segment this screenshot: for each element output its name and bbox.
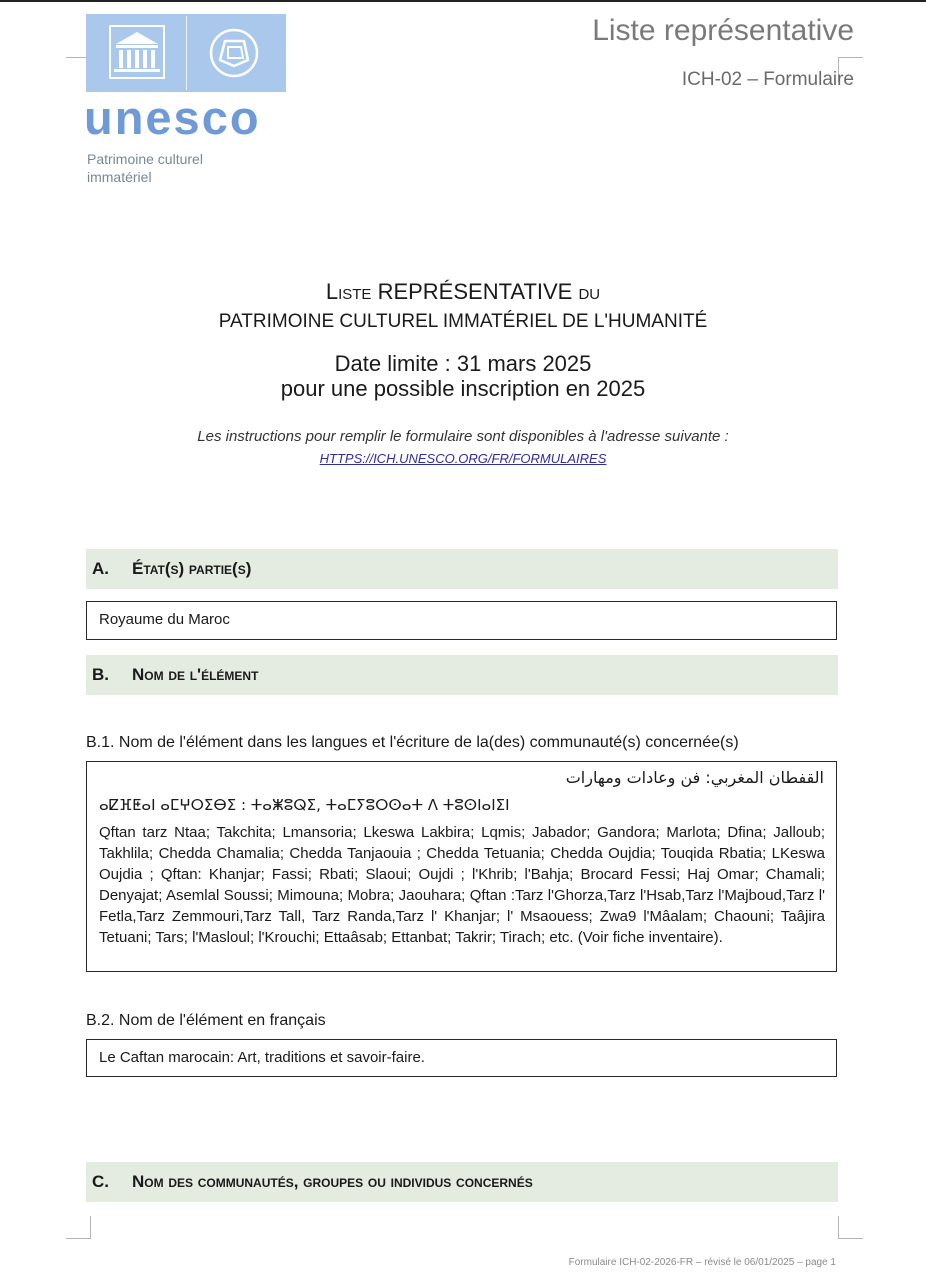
list-title: Liste représentative <box>592 14 854 47</box>
element-name-variants: Qftan tarz Ntaa; Takchita; Lmansoria; Lkeswa Lakbira; Lqmis; Jabador; Gandora; Marlota; Dfina; Jalloub; Takhlila; Chedda Chamalia; Chedda Tanjaouia ; Chedda Tetuania; Chedda Oujdia; Touqida Rbatia; LKeswa Oujdia ; Qftan: Khanjar; Fassi; Rbati; Slaoui; Oujdi ; l'Khrib; l'Bahja; Brocard Fessi; Haj Omar; Chamali; Denyajat; Asemlal Soussi; Mimouna; Mobra; Jaouhara; Qftan :Tarz l'Ghorza,Tarz l'Hsab,Tarz l'Majboud,Tarz l' Fetla,Tarz Zemmouri,Tarz Tall, Tarz Randa,Tarz l' Khanjar; l' Msaouess; Zwa9 l'Mâalam; Chaouni; Taâjira Tetuani; Tars; l'Masloul; l'Krouchi; Ettaâsab; Ettanbat; Takrir; Tirach; etc. (Voir fiche inventaire). <box>99 824 825 946</box>
section-c-title: Nom des communautés, groupes ou individus concernés <box>132 1172 533 1191</box>
logo-divider <box>186 16 187 90</box>
section-b1-label: B.1. Nom de l'élément dans les langues et l'écriture de la(des) communauté(s) concernée(s) <box>86 734 739 751</box>
title-word-liste: Liste <box>325 279 372 304</box>
intangible-heritage-emblem-icon <box>208 27 260 79</box>
element-name-arabic: القفطان المغربي: فن وعادات ومهارات <box>565 768 824 787</box>
section-b-title: Nom de l'élément <box>132 665 259 684</box>
section-c-letter: C. <box>92 1172 109 1191</box>
document-title <box>0 279 926 305</box>
element-name-french-value: Le Caftan marocain: Art, traditions et savoir-faire. <box>99 1049 425 1066</box>
unesco-logo-subtitle <box>87 150 203 186</box>
deadline-line1: Date limite : 31 mars 2025 <box>334 351 592 376</box>
section-a-title: État(s) partie(s) <box>132 559 252 578</box>
deadline-line2: pour une possible inscription en 2025 <box>280 376 646 401</box>
section-a-header <box>86 549 838 589</box>
section-a-letter: A. <box>92 559 109 578</box>
state-party-field[interactable] <box>86 601 837 640</box>
section-c-header <box>86 1162 838 1202</box>
section-b2-label: B.2. Nom de l'élément en français <box>86 1012 326 1029</box>
title-word-representative: REPRÉSENTATIVE <box>377 279 573 304</box>
page-top-border <box>0 0 926 2</box>
instructions-text: Les instructions pour remplir le formulaire sont disponibles à l'adresse suivante : <box>197 428 729 445</box>
unesco-logo-text: unesco <box>84 91 261 144</box>
element-name-french-field[interactable] <box>86 1039 837 1077</box>
page-footer: Formulaire ICH-02-2026-FR – révisé le 06/01/2025 – page 1 <box>568 1257 836 1268</box>
section-b-header <box>86 655 838 695</box>
document-subtitle: PATRIMOINE CULTUREL IMMATÉRIEL DE L'HUMANITÉ <box>218 311 708 332</box>
title-word-du: du <box>578 279 601 304</box>
logo-subtitle-line1: Patrimoine culturel <box>87 151 203 167</box>
element-name-field[interactable] <box>86 761 837 972</box>
crop-mark-bottom-right <box>838 1216 863 1239</box>
element-name-tifinagh: ⴰⵇⴼⵟⴰⵏ ⴰⵎⵖⵔⵉⴱⵉ : ⵜⴰⵥⵓⵕⵉ, ⵜⴰⵎⵢⵓⵔⵙⴰⵜ ⴷ ⵜⵓⵙⵏⴰⵏⵉⵏ <box>99 796 510 814</box>
section-b-letter: B. <box>92 665 109 684</box>
unesco-temple-icon <box>108 24 166 80</box>
form-code: ICH-02 – Formulaire <box>681 69 854 90</box>
logo-subtitle-line2: immatériel <box>87 169 152 185</box>
crop-mark-bottom-left <box>66 1216 91 1239</box>
state-party-value: Royaume du Maroc <box>99 611 230 628</box>
instructions-link[interactable]: HTTPS://ICH.UNESCO.ORG/FR/FORMULAIRES <box>319 451 607 466</box>
